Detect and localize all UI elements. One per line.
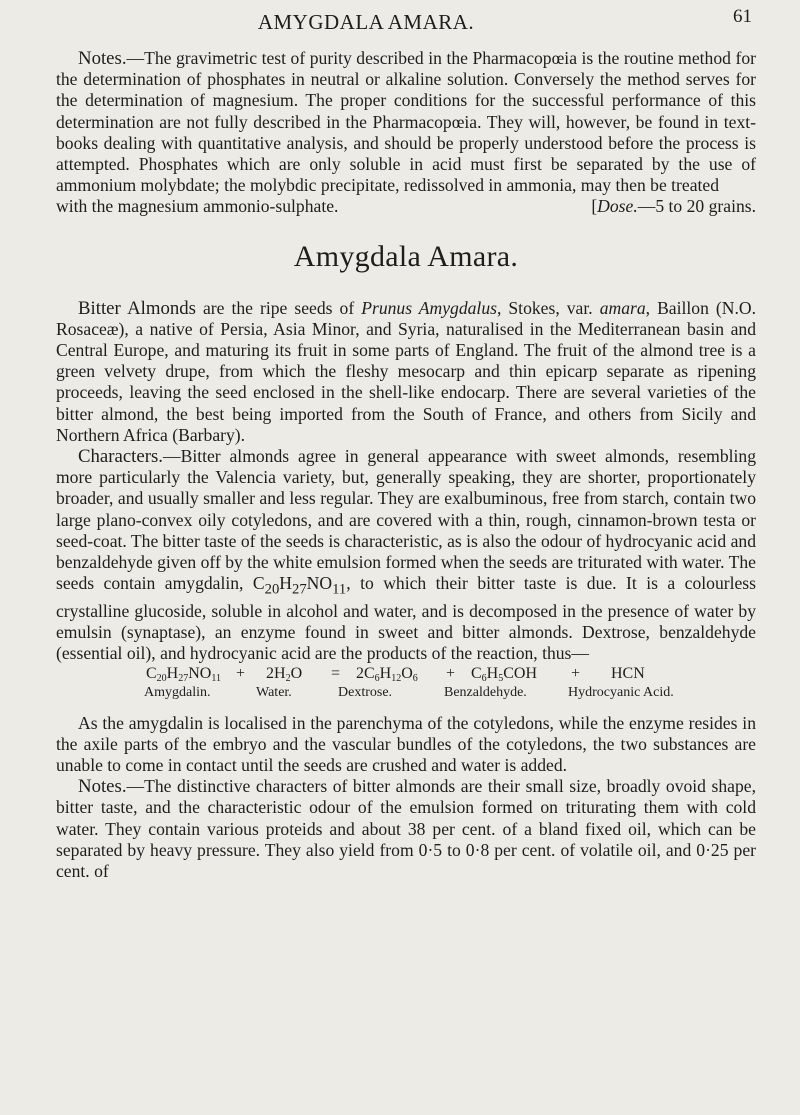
intro-text-3: , Baillon (N.O. Rosaceæ), a native of Persia, Asia Minor, and Syria, naturalised in the Mediterranean basin and Central Europe, and maturing its fruit in some parts of England. The fruit of the almond tree is a green velvety drupe, from which the fleshy mesocarp and thin epicarp separate as ripening proceeds, leaving the seed enclosed in the shell-like endocarp. There are several varieties of the bitter almond, the best being imported from the South of France, and others from Sicily and Northern Africa (Barbary). — [56, 297, 756, 445]
equals-sign: = — [331, 664, 341, 682]
formula-h: H — [279, 573, 293, 594]
characters-heading: Characters. — [78, 446, 163, 468]
section-title: Amygdala Amara. — [293, 239, 519, 273]
dextrose-label: Dextrose. — [338, 684, 393, 700]
dose-value: —5 to 20 grains. — [637, 196, 756, 217]
plus-sign: + — [571, 664, 581, 682]
notes-bottom-paragraph — [56, 776, 756, 882]
intro-text-1: are the ripe seeds of — [195, 297, 362, 318]
notes-heading: Notes. — [78, 48, 127, 69]
dextrose-formula: $2C_6H_{12}O_6$ — [356, 664, 418, 684]
intro-heading: Bitter Almonds — [78, 297, 196, 319]
formula-sub-h: 27 — [292, 581, 307, 598]
dose-label: Dose. — [597, 196, 638, 217]
formula-sub-o: 11 — [332, 581, 347, 598]
book-page — [56, 0, 756, 1115]
localisation-paragraph: As the amygdalin is localised in the parenchyma of the cotyledons, while the enzyme resides in the axile parts of the embryo and the vascular bundles of the cotyledons, the two substances are unable to come in contact until the seeds are crushed and water is added. — [56, 712, 756, 775]
characters-text-1: —Bitter almonds agree in general appearance with sweet almonds, resembling more particularly the Valencia variety, but, generally speaking, they are shorter, proportionately broader, and usually smaller and less regular. They are exalbuminous, free from starch, contain two large plano-convex oily cotyledons, and are covered with a thin, rough, cinnamon-brown testa or seed-coat. The bitter taste of the seeds is characteristic, as is also the odour of hydrocyanic acid and benzaldehyde given off by the white emulsion formed when the seeds are triturated with water. The seeds contain amygdalin, C — [56, 446, 756, 594]
notes-last-line: with the magnesium ammonio-sulphate. — [56, 196, 339, 217]
intro-paragraph — [56, 298, 756, 446]
hydrocyanic-label: Hydrocyanic Acid. — [568, 684, 674, 700]
plus-sign: + — [236, 664, 246, 682]
water-label: Water. — [256, 684, 292, 700]
notes-text: —The gravimetric test of purity described in the Pharmacopœia is the routine method for the determination of phosphates in neutral or alkaline solution. Conversely the method serves for the determination of magnesium. The proper conditions for the successful performance of this determination are not fully described in the Pharmacopœia. They will, however, be found in text-books dealing with quantitative analysis, and should be properly understood before the process is attempted. Phosphates which are only soluble in acid must first be separated by the use of ammonium molybdate; the molybdic precipitate, redissolved in ammonia, may then be treated — [56, 48, 756, 196]
notes-paragraph — [56, 48, 756, 196]
formula-sub-c: 20 — [264, 581, 280, 598]
hcn-formula: HCN — [611, 664, 645, 682]
intro-text-2: , Stokes, var. — [496, 297, 600, 318]
notes-bottom-text: —The distinctive characters of bitter almonds are their small size, broadly ovoid shape, bitter taste, and the characteristic odour of the emulsion formed on triturating them with cold water. They contain various proteids and about 38 per cent. of a bland fixed oil, which can be separated by heavy pressure. They also yield from 0·5 to 0·8 per cent. of volatile oil, and 0·25 per cent. of — [56, 776, 756, 882]
dose-line — [56, 196, 756, 217]
water-formula: $2H_2O$ — [266, 664, 303, 684]
benzaldehyde-label: Benzaldehyde. — [444, 684, 527, 700]
dose — [591, 196, 756, 217]
amygdalin-label: Amygdalin. — [144, 684, 211, 700]
notes-bottom-heading: Notes. — [78, 776, 127, 798]
dose-bracket: [ — [591, 196, 598, 217]
benzaldehyde-formula: $C_6H_5COH$ — [471, 664, 538, 684]
amygdalin-formula: $C_{20}H_{27}NO_{11}$ — [146, 664, 221, 684]
species-name: Prunus Amygdalus — [361, 297, 497, 318]
page-number: 61 — [733, 6, 752, 27]
characters-text-2: , to which their bitter taste is due. It is a colourless crystalline glucoside, soluble in alcohol and water, and is decomposed in the presence of water by emulsin (synaptase), an enzyme found in sweet and bitter almonds. Dextrose, benzaldehyde (essential oil), and hydrocyanic acid are the products of the reaction, thus— — [56, 573, 756, 664]
plus-sign: + — [446, 664, 456, 682]
characters-paragraph — [56, 446, 756, 665]
chemical-equation — [56, 665, 756, 709]
running-title: AMYGDALA AMARA. — [257, 10, 475, 34]
body-text — [56, 48, 756, 882]
variety-name: amara — [599, 297, 646, 318]
formula-no: NO — [306, 573, 333, 594]
running-head — [56, 6, 756, 38]
